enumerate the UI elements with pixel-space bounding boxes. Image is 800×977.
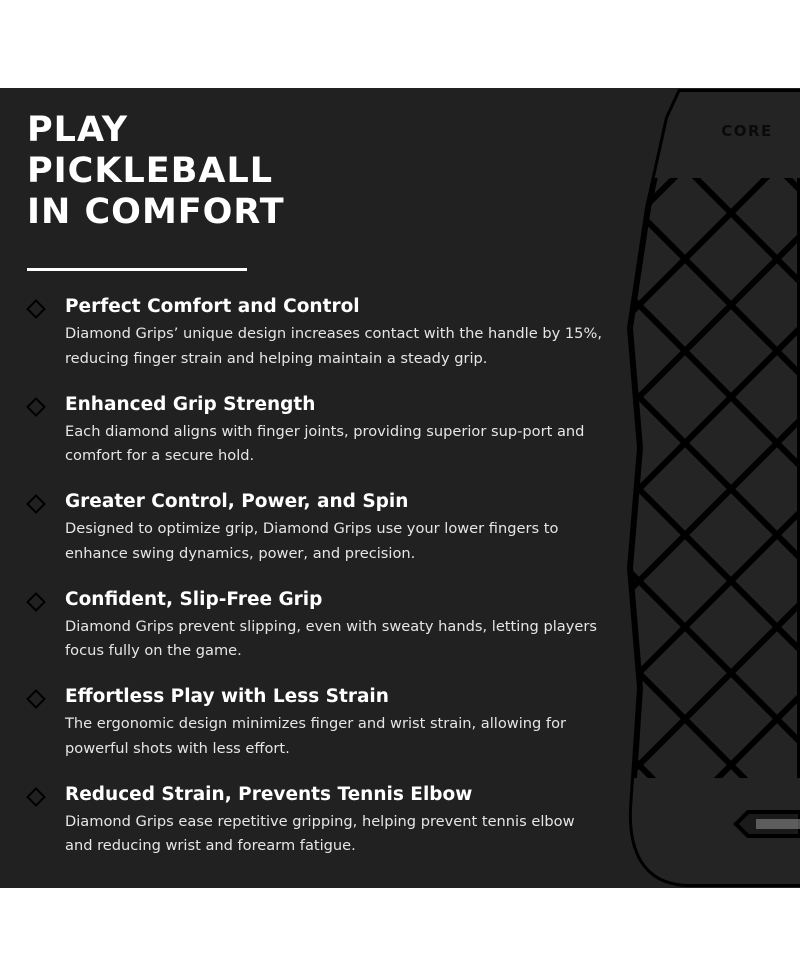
feature-list	[25, 294, 605, 879]
feature-heading: Perfect Comfort and Control	[65, 296, 360, 317]
diamond-bullet-icon	[26, 397, 46, 417]
title-line: PICKLEBALL	[27, 151, 274, 191]
feature-body: The ergonomic design minimizes finger and wrist strain, allowing for powerful shots with less effort.	[65, 715, 566, 757]
title-line: PLAY	[27, 110, 129, 150]
feature-heading: Enhanced Grip Strength	[65, 393, 316, 415]
feature-body: Each diamond aligns with finger joints, providing superior sup-port and comfort for a secure hold.	[65, 422, 585, 464]
page-title	[27, 110, 285, 233]
handle-brand-logo: CORE	[721, 122, 773, 140]
feature-item	[25, 294, 605, 392]
divider	[27, 268, 247, 271]
title-line: IN COMFORT	[27, 192, 285, 232]
diamond-bullet-icon	[26, 494, 46, 514]
feature-body: Diamond Grips ease repetitive gripping, helping prevent tennis elbow and reducing wrist and forearm fatigue.	[65, 812, 575, 854]
feature-item	[25, 782, 605, 880]
feature-heading: Reduced Strain, Prevents Tennis Elbow	[65, 783, 473, 805]
feature-item	[25, 392, 605, 490]
grip-handle-illustration	[620, 88, 800, 888]
feature-item	[25, 684, 605, 782]
diamond-bullet-icon	[26, 592, 46, 612]
diamond-bullet-icon	[26, 689, 46, 709]
feature-item	[25, 489, 605, 587]
feature-heading: Greater Control, Power, and Spin	[65, 491, 409, 512]
feature-heading: Effortless Play with Less Strain	[65, 686, 389, 707]
feature-body: Designed to optimize grip, Diamond Grips use your lower fingers to enhance swing dynamics, power, and precision.	[65, 520, 559, 562]
feature-heading: Confident, Slip-Free Grip	[65, 588, 323, 610]
diamond-bullet-icon	[26, 299, 46, 319]
feature-item	[25, 587, 605, 685]
logo-highlight	[756, 819, 800, 829]
lattice-mask	[620, 88, 800, 178]
feature-body: Diamond Grips’ unique design increases contact with the handle by 15%, reducing finger strain and helping maintain a steady grip.	[65, 325, 602, 367]
promo-panel	[0, 88, 800, 888]
feature-body: Diamond Grips prevent slipping, even with sweaty hands, letting players focus fully on the game.	[65, 617, 597, 659]
diamond-bullet-icon	[26, 787, 46, 807]
